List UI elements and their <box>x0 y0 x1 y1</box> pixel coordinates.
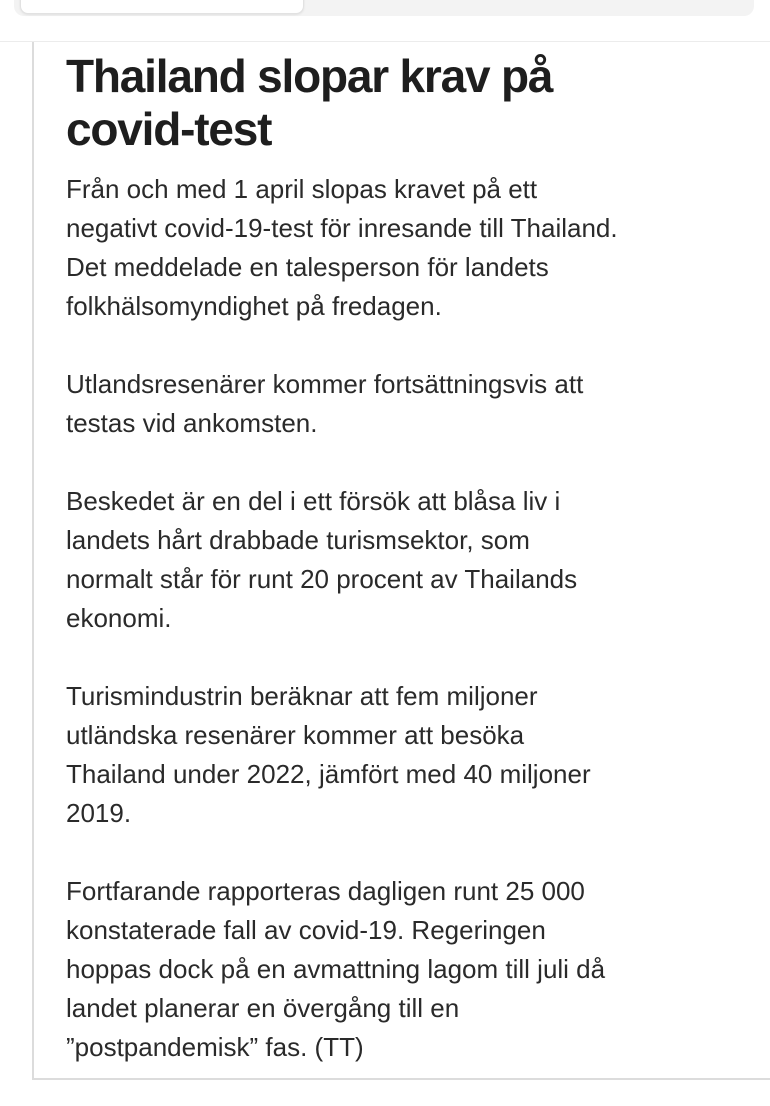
text-line: 2019. <box>66 798 132 828</box>
paragraph <box>66 365 770 443</box>
title-line: covid-test <box>66 103 272 155</box>
text-line: konstaterade fall av covid-19. Regeringen <box>66 915 546 945</box>
text-line: Utlandsresenärer kommer fortsättningsvis att <box>66 369 584 399</box>
text-line: utländska resenärer kommer att besöka <box>66 720 525 750</box>
article <box>32 42 770 1080</box>
paragraph <box>66 677 770 833</box>
article-title <box>66 50 706 156</box>
text-line: normalt står för runt 20 procent av Thailands <box>66 564 578 594</box>
paragraph <box>66 872 770 1067</box>
text-line: ”postpandemisk” fas. (TT) <box>66 1032 364 1062</box>
text-line: Turismindustrin beräknar att fem miljoner <box>66 681 538 711</box>
paragraph <box>66 482 770 638</box>
text-line: landet planerar en övergång till en <box>66 993 460 1023</box>
article-body <box>66 170 770 1106</box>
text-line: ekonomi. <box>66 603 172 633</box>
title-line: Thailand slopar krav på <box>66 50 553 102</box>
text-line: negativt covid-19-test för inresande till Thailand. <box>66 213 618 243</box>
text-line: landets hårt drabbade turismsektor, som <box>66 525 530 555</box>
text-line: testas vid ankomsten. <box>66 408 318 438</box>
top-bar <box>0 0 770 42</box>
text-line: hoppas dock på en avmattning lagom till juli då <box>66 954 606 984</box>
paragraph <box>66 170 770 326</box>
tab-button[interactable] <box>20 0 304 14</box>
text-line: folkhälsomyndighet på fredagen. <box>66 291 442 321</box>
text-line: Det meddelade en talesperson för landets <box>66 252 549 282</box>
text-line: Från och med 1 april slopas kravet på ett <box>66 174 538 204</box>
text-line: Fortfarande rapporteras dagligen runt 25 000 <box>66 876 585 906</box>
text-line: Thailand under 2022, jämfört med 40 miljoner <box>66 759 591 789</box>
text-line: Beskedet är en del i ett försök att blåsa liv i <box>66 486 561 516</box>
